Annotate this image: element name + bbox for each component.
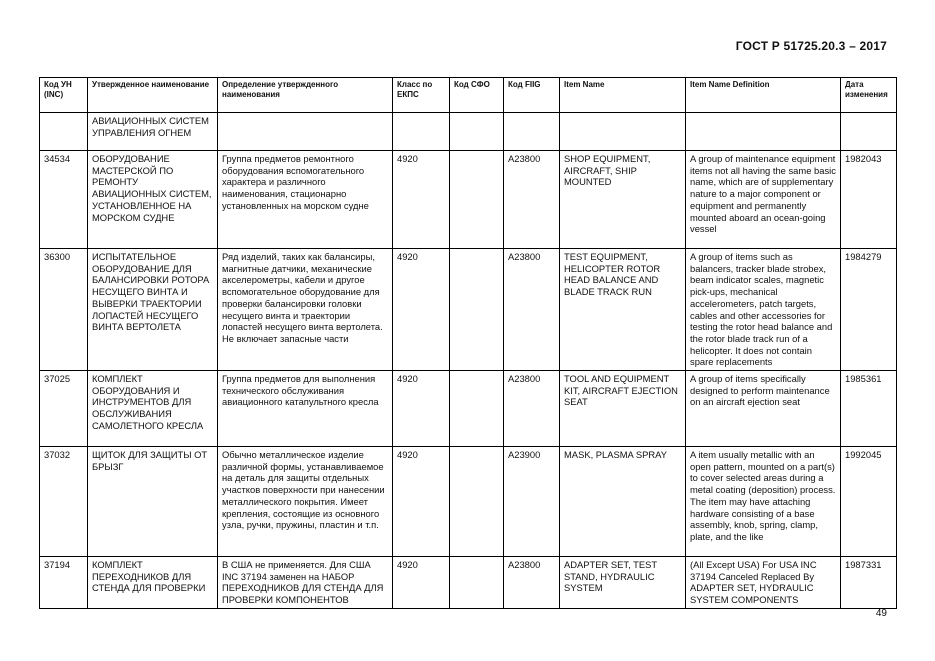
col-header-item-definition: Item Name Definition bbox=[686, 78, 841, 113]
cell-approved-name: КОМПЛЕКТ ОБОРУДОВАНИЯ И ИНСТРУМЕНТОВ ДЛЯ ОБСЛУЖИВАНИЯ САМОЛЕТНОГО КРЕСЛА bbox=[88, 371, 218, 447]
cell-approved-name: АВИАЦИОННЫХ СИСТЕМ УПРАВЛЕНИЯ ОГНЕМ bbox=[88, 113, 218, 151]
col-header-fiig: Код FIIG bbox=[504, 78, 560, 113]
table-row bbox=[40, 447, 897, 557]
cell-sfo bbox=[450, 113, 504, 151]
cell-item-definition bbox=[686, 113, 841, 151]
cell-class: 4920 bbox=[393, 151, 450, 249]
cell-fiig: A23800 bbox=[504, 151, 560, 249]
cell-date bbox=[841, 113, 897, 151]
cell-fiig: A23800 bbox=[504, 249, 560, 371]
cell-approved-name: ЩИТОК ДЛЯ ЗАЩИТЫ ОТ БРЫЗГ bbox=[88, 447, 218, 557]
cell-class: 4920 bbox=[393, 557, 450, 609]
cell-item-name: ADAPTER SET, TEST STAND, HYDRAULIC SYSTEM bbox=[560, 557, 686, 609]
table-row bbox=[40, 557, 897, 609]
col-header-inc: Код УН (INC) bbox=[40, 78, 88, 113]
table-header-row bbox=[40, 78, 897, 113]
cell-class: 4920 bbox=[393, 447, 450, 557]
table-row bbox=[40, 249, 897, 371]
cell-sfo bbox=[450, 151, 504, 249]
cell-item-name bbox=[560, 113, 686, 151]
cell-approved-name: ОБОРУДОВАНИЕ МАСТЕРСКОЙ ПО РЕМОНТУ АВИАЦИОННЫХ СИСТЕМ, УСТАНОВЛЕННОЕ НА МОРСКОМ СУДНЕ bbox=[88, 151, 218, 249]
cell-fiig bbox=[504, 113, 560, 151]
cell-item-definition: A item usually metallic with an open pattern, mounted on a part(s) to cover selected areas during a metal coating (deposition) process. The item may have attaching hardware consisting of a base assembly, knob, spring, clamp, plate, and the like bbox=[686, 447, 841, 557]
col-header-date: Дата изменения bbox=[841, 78, 897, 113]
col-header-name-definition: Определение утвержденного наименования bbox=[218, 78, 393, 113]
document-title: ГОСТ Р 51725.20.3 – 2017 bbox=[735, 39, 887, 53]
cell-sfo bbox=[450, 249, 504, 371]
cell-approved-name: КОМПЛЕКТ ПЕРЕХОДНИКОВ ДЛЯ СТЕНДА ДЛЯ ПРОВЕРКИ bbox=[88, 557, 218, 609]
page-number: 49 bbox=[875, 608, 887, 619]
cell-sfo bbox=[450, 371, 504, 447]
cell-sfo bbox=[450, 557, 504, 609]
cell-fiig: A23800 bbox=[504, 557, 560, 609]
col-header-sfo: Код СФО bbox=[450, 78, 504, 113]
cell-item-definition: (All Except USA) For USA INC 37194 Canceled Replaced By ADAPTER SET, HYDRAULIC SYSTEM COMPONENTS bbox=[686, 557, 841, 609]
cell-item-name: TOOL AND EQUIPMENT KIT, AIRCRAFT EJECTION SEAT bbox=[560, 371, 686, 447]
col-header-item-name: Item Name bbox=[560, 78, 686, 113]
cell-class: 4920 bbox=[393, 371, 450, 447]
cell-date: 1984279 bbox=[841, 249, 897, 371]
cell-inc bbox=[40, 113, 88, 151]
cell-item-name: TEST EQUIPMENT, HELICOPTER ROTOR HEAD BALANCE AND BLADE TRACK RUN bbox=[560, 249, 686, 371]
cell-class bbox=[393, 113, 450, 151]
cell-inc: 37025 bbox=[40, 371, 88, 447]
cell-inc: 37032 bbox=[40, 447, 88, 557]
cell-name-definition: В США не применяется. Для США INC 37194 заменен на НАБОР ПЕРЕХОДНИКОВ ДЛЯ СТЕНДА ДЛЯ ПРОВЕРКИ КОМПОНЕНТОВ bbox=[218, 557, 393, 609]
table-row bbox=[40, 151, 897, 249]
cell-date: 1982043 bbox=[841, 151, 897, 249]
item-name-table bbox=[39, 77, 897, 609]
cell-item-definition: A group of maintenance equipment items not all having the same basic name, which are of supplementary nature to a major component or equipment and permanently mounted aboard an ocean-going vessel bbox=[686, 151, 841, 249]
cell-name-definition: Группа предметов ремонтного оборудования вспомогательного характера и различного наименования, стационарно установленных на морском судне bbox=[218, 151, 393, 249]
cell-inc: 37194 bbox=[40, 557, 88, 609]
cell-approved-name: ИСПЫТАТЕЛЬНОЕ ОБОРУДОВАНИЕ ДЛЯ БАЛАНСИРОВКИ РОТОРА НЕСУЩЕГО ВИНТА И ВЫВЕРКИ ТРАЕКТОРИИ ЛОПАСТЕЙ НЕСУЩЕГО ВИНТА ВЕРТОЛЕТА bbox=[88, 249, 218, 371]
cell-item-name: MASK, PLASMA SPRAY bbox=[560, 447, 686, 557]
cell-inc: 34534 bbox=[40, 151, 88, 249]
table-row bbox=[40, 113, 897, 151]
cell-name-definition: Ряд изделий, таких как балансиры, магнитные датчики, механические акселерометры, кабели и другое вспомогательное оборудование для проверки балансировки головки несущего винта и траектории лопастей несущего винта вертолета. Не включает запасные части bbox=[218, 249, 393, 371]
cell-fiig: A23800 bbox=[504, 371, 560, 447]
cell-sfo bbox=[450, 447, 504, 557]
cell-item-definition: A group of items specifically designed to perform maintenance on an aircraft ejection seat bbox=[686, 371, 841, 447]
table-row bbox=[40, 371, 897, 447]
cell-class: 4920 bbox=[393, 249, 450, 371]
cell-item-name: SHOP EQUIPMENT, AIRCRAFT, SHIP MOUNTED bbox=[560, 151, 686, 249]
cell-name-definition: Обычно металлическое изделие различной формы, устанавливаемое на деталь для защиты отдельных участков поверхности при нанесении металлического покрытия. Имеет крепления, состоящие из основного узла, ручки, пружины, пластин и т.п. bbox=[218, 447, 393, 557]
cell-fiig: A23900 bbox=[504, 447, 560, 557]
cell-inc: 36300 bbox=[40, 249, 88, 371]
col-header-approved-name: Утвержденное наименование bbox=[88, 78, 218, 113]
cell-date: 1985361 bbox=[841, 371, 897, 447]
cell-name-definition bbox=[218, 113, 393, 151]
cell-date: 1992045 bbox=[841, 447, 897, 557]
col-header-class: Класс по ЕКПС bbox=[393, 78, 450, 113]
cell-item-definition: A group of items such as balancers, tracker blade strobex, beam indicator scales, magnetic pick-ups, mechanical accelerometers, patch targets, cables and other accessories for testing the rotor head balance and the rotor blade track run of a helicopter. It does not contain spare replacements bbox=[686, 249, 841, 371]
cell-date: 1987331 bbox=[841, 557, 897, 609]
cell-name-definition: Группа предметов для выполнения технического обслуживания авиационного катапультного кресла bbox=[218, 371, 393, 447]
